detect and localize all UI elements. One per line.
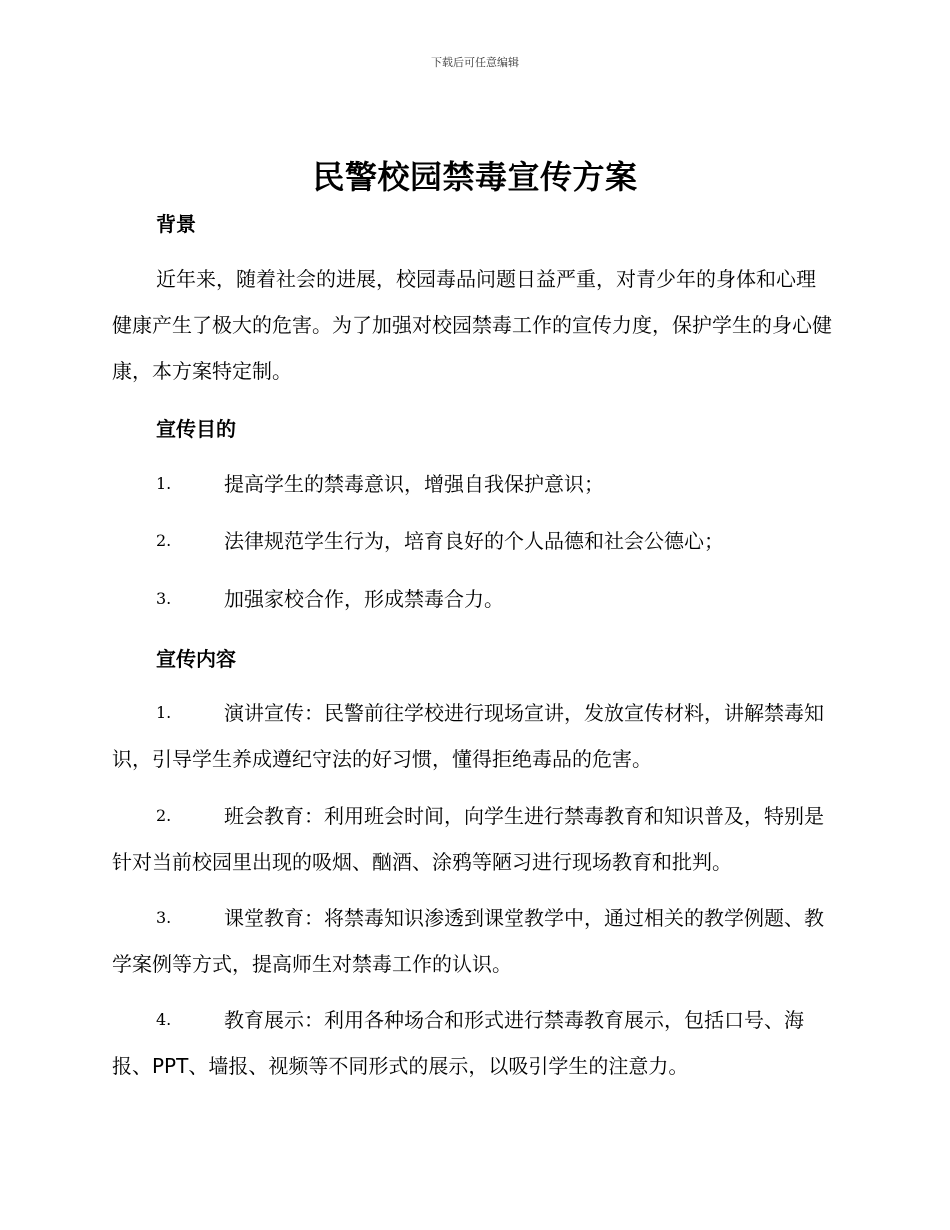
list-text: 班会教育：利用班会时间，向学生进行禁毒教育和知识普及，特别是针对当前校园里出现的吸烟、酗酒、涂鸦等陋习进行现场教育和批判。 [112, 804, 824, 874]
section-heading-purpose: 宣传目的 [156, 417, 236, 441]
content-list-item [112, 997, 832, 1089]
list-text: 教育展示：利用各种场合和形式进行禁毒教育展示，包括口号、海报、PPT、墙报、视频等不同形式的展示，以吸引学生的注意力。 [112, 1008, 804, 1078]
list-number: 3. [156, 589, 172, 608]
purpose-list-item [112, 461, 832, 507]
content-list-item [112, 895, 832, 987]
background-paragraph: 近年来，随着社会的进展，校园毒品问题日益严重，对青少年的身体和心理健康产生了极大的危害。为了加强对校园禁毒工作的宣传力度，保护学生的身心健康，本方案特定制。 [112, 267, 832, 383]
content-list-item [112, 793, 832, 885]
list-number: 1. [156, 474, 172, 493]
list-text: 课堂教育：将禁毒知识渗透到课堂教学中，通过相关的教学例题、教学案例等方式，提高师生对禁毒工作的认识。 [112, 906, 824, 976]
list-text: 提高学生的禁毒意识，增强自我保护意识； [224, 472, 604, 496]
list-number: 4. [156, 1010, 172, 1029]
list-text: 演讲宣传：民警前往学校进行现场宣讲，发放宣传材料，讲解禁毒知识，引导学生养成遵纪守法的好习惯，懂得拒绝毒品的危害。 [112, 701, 824, 771]
content-list-item [112, 690, 832, 782]
list-number: 2. [156, 531, 172, 550]
purpose-list-item [112, 518, 832, 564]
list-number: 3. [156, 908, 172, 927]
list-number: 2. [156, 806, 172, 825]
document-title: 民警校园禁毒宣传方案 [312, 158, 638, 196]
purpose-list-item [112, 576, 832, 622]
section-heading-background: 背景 [156, 212, 196, 236]
header-note: 下载后可任意编辑 [431, 56, 519, 69]
list-text: 加强家校合作，形成禁毒合力。 [224, 587, 504, 611]
list-text: 法律规范学生行为，培育良好的个人品德和社会公德心； [224, 529, 724, 553]
section-heading-content: 宣传内容 [156, 647, 236, 671]
list-number: 1. [156, 703, 172, 722]
